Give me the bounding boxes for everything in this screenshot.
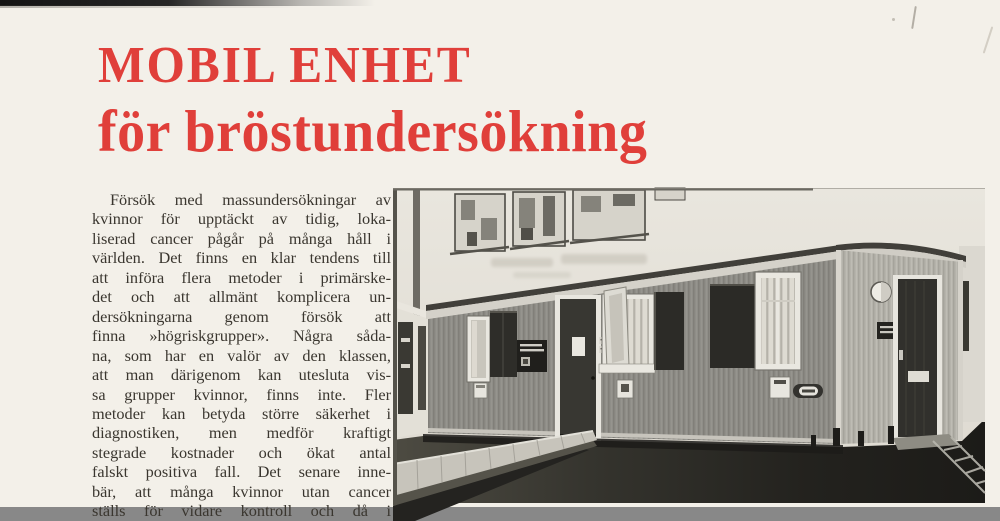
letterbox-left: [474, 383, 487, 398]
wall-info-sign: [517, 340, 547, 372]
article-title-line2: för bröstundersökning: [98, 98, 648, 164]
article-title: [98, 37, 648, 164]
body-text-line: finna »högriskgrupper». Några såda-: [92, 326, 391, 346]
body-text-line: diagnostiken, men medför kraftigt: [92, 423, 391, 443]
wall-lamp: [871, 282, 891, 302]
door-notice-paper: [572, 337, 585, 356]
body-text-line: stegrade kostnader och ökat antal: [92, 442, 391, 462]
window-shuttered-left: [467, 311, 517, 382]
article-body-column: [92, 190, 391, 521]
letterbox-middle: [617, 380, 633, 398]
article-photo: [393, 188, 985, 503]
letter-slot: [908, 371, 929, 382]
body-text-line: falskt positiva fall. Det senare inne-: [92, 462, 391, 482]
door-knob: [591, 376, 595, 380]
body-text-line: världen. Det finns en klar tendens till: [92, 248, 391, 268]
body-text-line: att införa flera metoder i primärske-: [92, 267, 391, 287]
body-text-line: bär, att många kvinnor utan cancer: [92, 481, 391, 501]
scan-speck: [911, 6, 917, 29]
end-door: [893, 275, 942, 441]
nameplate-sign: [793, 384, 823, 398]
photo-illustration: [393, 188, 985, 503]
letterbox-right: [770, 377, 790, 398]
shutter-panel: [710, 284, 755, 368]
body-text-line: det och att allmänt komplicera un-: [92, 287, 391, 307]
body-text-line: dersökningarna genom försök att: [92, 306, 391, 326]
window-open-casement: [599, 287, 684, 373]
corner-trim-front: [836, 250, 841, 444]
scan-edge-artifact: [0, 5, 300, 8]
body-text-line: kvinnor för upptäckt av tidig, loka-: [92, 209, 391, 229]
body-text-line: sa grupper kvinnor, finns inte. Fler: [92, 384, 391, 404]
scan-speck: [892, 18, 895, 21]
body-text-line: liserad cancer pågår på många håll i: [92, 228, 391, 248]
corner-trim-rear: [958, 260, 963, 440]
body-text-line: att man därigenom kan utesluta vis-: [92, 365, 391, 385]
entrance-door: [555, 295, 601, 441]
shutter-panel: [654, 292, 684, 370]
window-sill: [599, 364, 655, 373]
door-handle: [899, 350, 903, 360]
neighbor-building: [393, 300, 429, 438]
article-title-line1: MOBIL ENHET: [98, 37, 472, 94]
body-text-line: metoder kan betyda större säkerhet i: [92, 403, 391, 423]
body-text-line: na, som har en valör av den klassen,: [92, 345, 391, 365]
body-text-line-clipped: ställs för vidare kontroll och då i: [92, 501, 391, 521]
window-curtained-right: [710, 272, 801, 370]
scan-speck: [983, 26, 994, 53]
body-text-line: Försök med massundersökningar av: [110, 190, 391, 209]
